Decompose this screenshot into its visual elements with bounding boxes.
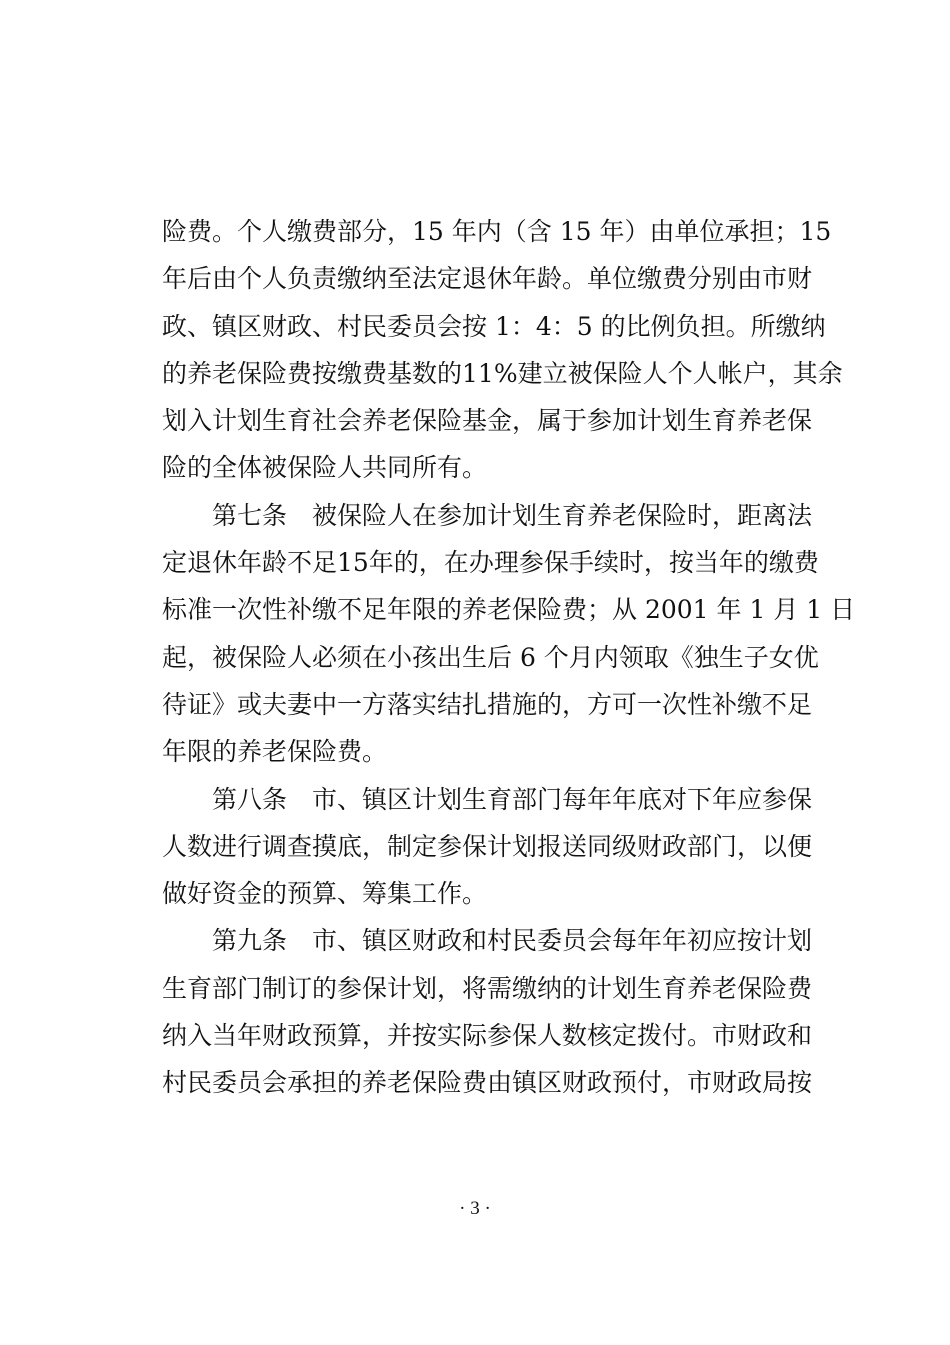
text-line: 险费。个人缴费部分，15 年内（含 15 年）由单位承担；15: [162, 217, 832, 246]
text-line: 年后由个人负责缴纳至法定退休年龄。单位缴费分别由市财: [162, 264, 813, 294]
text-line: 第八条 市、镇区计划生育部门每年年底对下年应参保: [162, 784, 813, 814]
text-line: 划入计划生育社会养老保险基金，属于参加计划生育养老保: [162, 406, 813, 436]
text-line: 待证》或夫妻中一方落实结扎措施的，方可一次性补缴不足: [162, 689, 813, 719]
text-line: 第七条 被保险人在参加计划生育养老保险时，距离法: [162, 500, 813, 530]
text-line: 定退休年龄不足15年的，在办理参保手续时，按当年的缴费: [162, 548, 819, 578]
text-line: 做好资金的预算、筹集工作。: [162, 879, 488, 909]
text-line: 年限的养老保险费。: [162, 737, 388, 767]
text-line: 纳入当年财政预算，并按实际参保人数核定拨付。市财政和: [162, 1021, 813, 1051]
text-line: 第九条 市、镇区财政和村民委员会每年年初应按计划: [162, 926, 813, 956]
text-line: 标准一次性补缴不足年限的养老保险费；从 2001 年 1 月 1 日: [162, 595, 856, 625]
text-line: 的养老保险费按缴费基数的11%建立被保险人个人帐户，其余: [162, 358, 843, 388]
text-line: 起，被保险人必须在小孩出生后 6 个月内领取《独生子女优: [162, 642, 819, 672]
text-line: 人数进行调查摸底，制定参保计划报送同级财政部门，以便: [162, 831, 813, 861]
text-line: 政、镇区财政、村民委员会按 1：4：5 的比例负担。所缴纳: [162, 311, 826, 341]
text-line: 村民委员会承担的养老保险费由镇区财政预付，市财政局按: [162, 1068, 813, 1098]
page-number: · 3 ·: [459, 1198, 491, 1219]
text-line: 险的全体被保险人共同所有。: [162, 453, 488, 483]
text-line: 生育部门制订的参保计划，将需缴纳的计划生育养老保险费: [162, 973, 813, 1003]
body-text: [162, 208, 856, 1107]
